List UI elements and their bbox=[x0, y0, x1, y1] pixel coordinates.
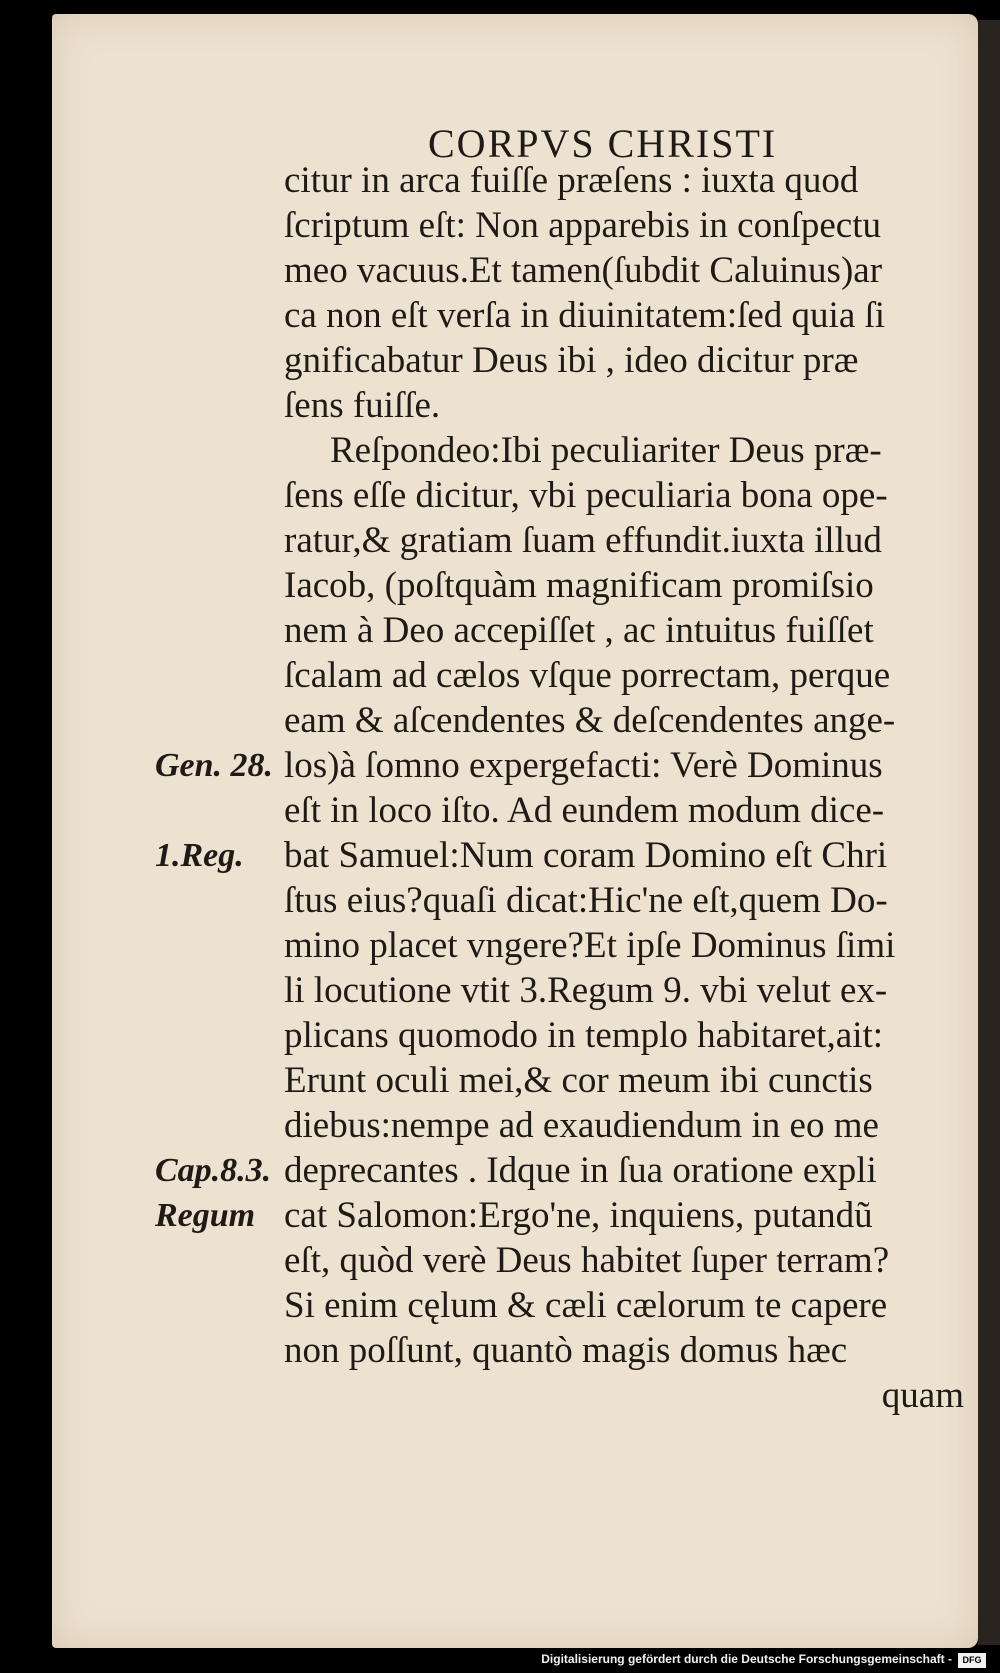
margin-notes bbox=[0, 0, 280, 1673]
margin-note-reg: 1.Reg. bbox=[155, 837, 244, 874]
text-line: plicans quomodo in templo habitaret,ait: bbox=[284, 1015, 884, 1056]
margin-note-gen: Gen. 28. bbox=[155, 747, 274, 784]
text-line: deprecantes . Idque in ſua oratione expli bbox=[284, 1150, 877, 1191]
text-line: ſens eſſe dicitur, vbi peculiaria bona ope- bbox=[284, 475, 888, 516]
catchword: quam bbox=[881, 1375, 964, 1416]
text-line: eſt, quòd verè Deus habitet ſuper terram? bbox=[284, 1240, 890, 1281]
footer-credit: Digitalisierung gefördert durch die Deutsche Forschungsgemeinschaft - bbox=[541, 1652, 952, 1666]
text-line: ſens fuiſſe. bbox=[284, 385, 441, 426]
text-line: bat Samuel:Num coram Domino eſt Chri bbox=[284, 835, 888, 876]
text-line: li locutione vtit 3.Regum 9. vbi velut ex- bbox=[284, 970, 888, 1011]
text-line: ratur,& gratiam ſuam effundit.iuxta illud bbox=[284, 520, 882, 561]
text-line: ſcriptum eſt: Non apparebis in conſpectu bbox=[284, 205, 881, 246]
running-head: CORPVS CHRISTI bbox=[428, 121, 778, 166]
text-line: ſtus eius?quaſi dicat:Hic'ne eſt,quem Do- bbox=[284, 880, 888, 921]
body-text bbox=[284, 158, 974, 1418]
text-line: ſcalam ad cælos vſque porrectam, perque bbox=[284, 655, 891, 696]
text-line: eam & aſcendentes & deſcendentes ange- bbox=[284, 700, 896, 741]
text-line: cat Salomon:Ergo'ne, inquiens, putandũ bbox=[284, 1195, 873, 1236]
text-line: ca non eſt verſa in diuinitatem:ſed quia ſi bbox=[284, 295, 886, 336]
page-edge bbox=[978, 20, 1000, 1645]
text-line: Reſpondeo:Ibi peculiariter Deus præ- bbox=[330, 430, 882, 471]
margin-note-cap: Cap.8.3. bbox=[155, 1152, 272, 1189]
footer-banner bbox=[0, 1650, 1000, 1673]
dfg-logo-icon: DFG bbox=[958, 1653, 986, 1668]
text-line: eſt in loco iſto. Ad eundem modum dice- bbox=[284, 790, 885, 831]
text-line: mino placet vngere?Et ipſe Dominus ſimi bbox=[284, 925, 896, 966]
text-line: non poſſunt, quantò magis domus hæc bbox=[284, 1330, 848, 1371]
text-line: los)à ſomno expergefacti: Verè Dominus bbox=[284, 745, 883, 786]
margin-note-regum: Regum bbox=[155, 1197, 256, 1234]
text-line: Iacob, (poſtquàm magnificam promiſsio bbox=[284, 565, 874, 606]
text-line: Si enim cęlum & cæli cælorum te capere bbox=[284, 1285, 888, 1326]
text-line: diebus:nempe ad exaudiendum in eo me bbox=[284, 1105, 879, 1146]
text-line: citur in arca fuiſſe præſens : iuxta quod bbox=[284, 160, 859, 201]
text-line: nem à Deo accepiſſet , ac intuitus fuiſſet bbox=[284, 610, 874, 651]
text-line: Erunt oculi mei,& cor meum ibi cunctis bbox=[284, 1060, 873, 1101]
text-line: meo vacuus.Et tamen(ſubdit Caluinus)ar bbox=[284, 250, 883, 291]
text-line: gnificabatur Deus ibi , ideo dicitur præ bbox=[284, 340, 859, 381]
